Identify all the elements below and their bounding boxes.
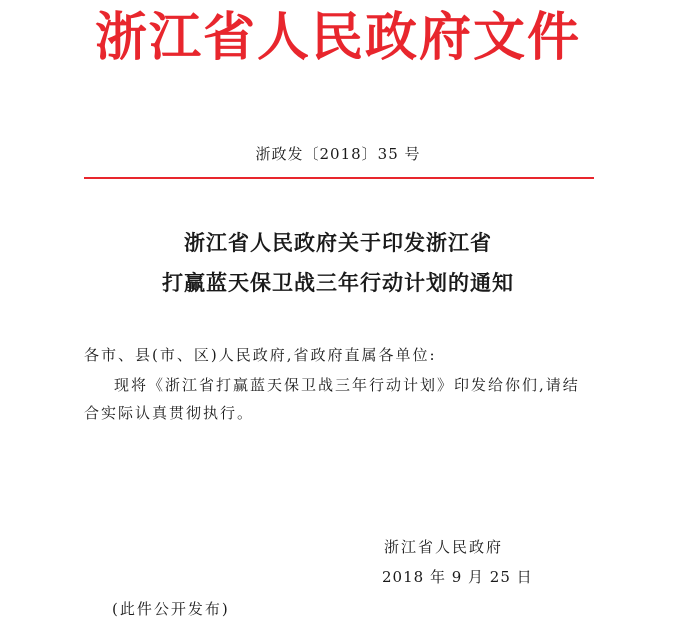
disclosure-note: (此件公开发布) [112,600,230,618]
document-number: 浙政发〔2018〕35 号 [255,145,421,163]
issuer-signature: 浙江省人民政府 [384,538,504,556]
body-paragraph: 现将《浙江省打赢蓝天保卫战三年行动计划》印发给你们,请结合实际认真贯彻执行。 [84,376,580,422]
red-separator-line [84,177,594,179]
salutation: 各市、县(市、区)人民政府,省政府直属各单位: [84,346,437,364]
notice-title-line-1: 浙江省人民政府关于印发浙江省 [184,230,492,255]
issue-date: 2018 年 9 月 25 日 [382,568,533,586]
document-header-title: 浙江省人民政府文件 [94,7,581,68]
notice-title-line-2: 打赢蓝天保卫战三年行动计划的通知 [162,270,514,295]
